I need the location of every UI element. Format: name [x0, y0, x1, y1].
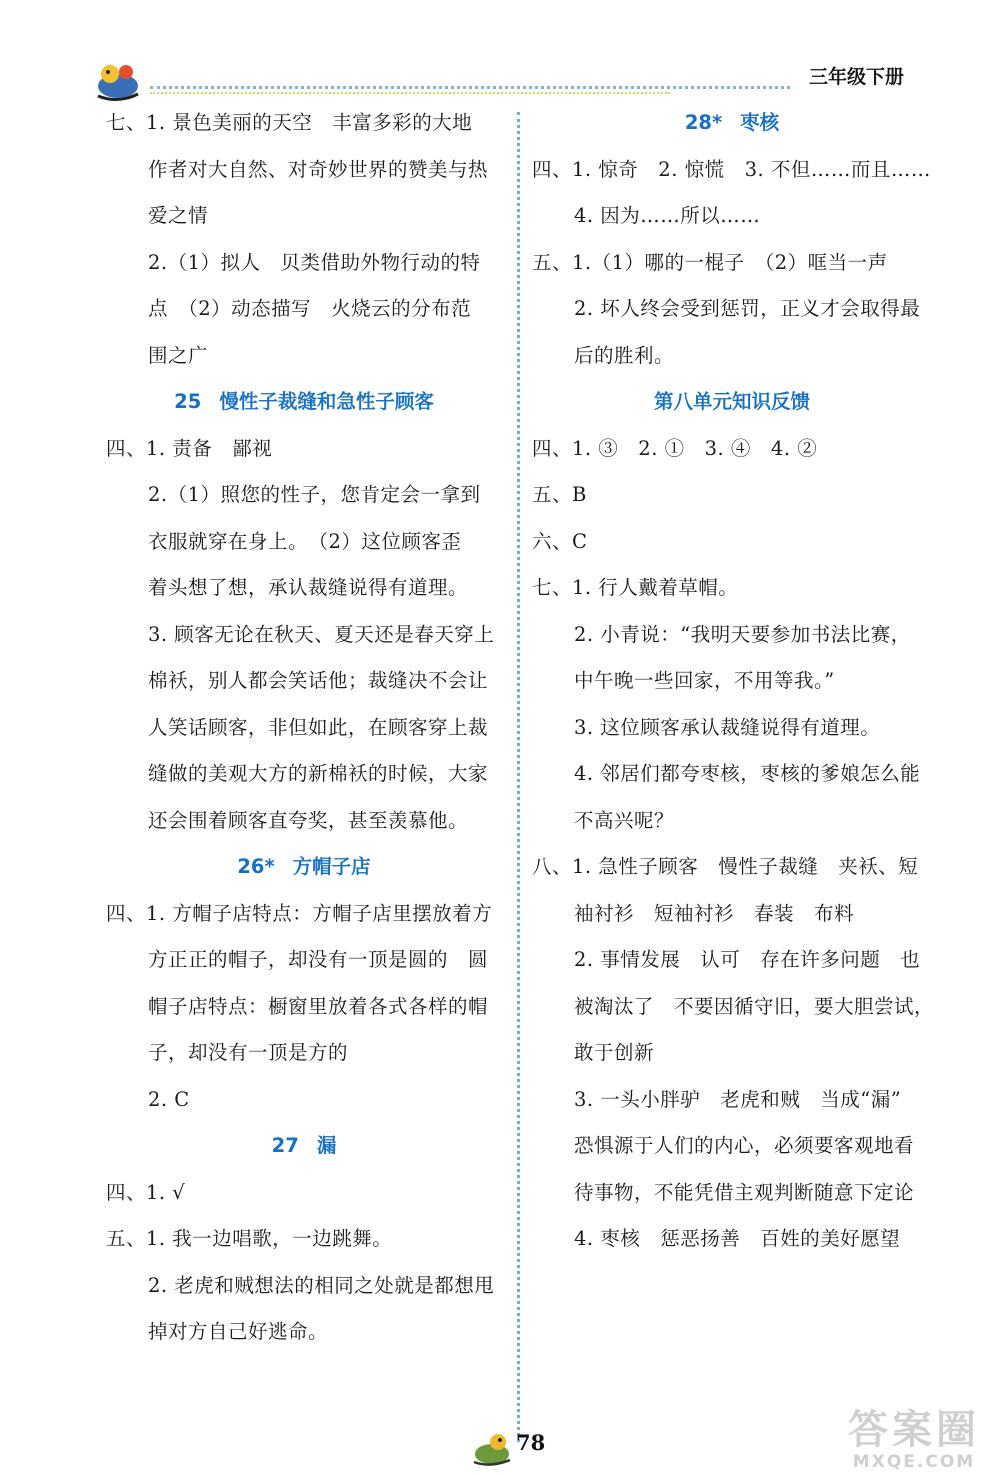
answer-line: 被淘汰了 不要因循守旧，要大胆尝试，: [574, 994, 935, 1018]
answer-line: 待事物，不能凭借主观判断随意下定论: [574, 1180, 915, 1204]
answer-line: 不高兴呢？: [574, 808, 675, 832]
answer-line: 爱之情: [148, 204, 209, 227]
grade-label: 三年级下册: [808, 66, 904, 88]
answer-line: 2. 老虎和贼想法的相同之处就是都想甩: [148, 1273, 495, 1297]
header-dotted-line: [150, 86, 790, 89]
page-number: 78: [516, 1430, 546, 1455]
left-column: [106, 100, 502, 1356]
section-title: 漏: [316, 1134, 337, 1157]
answer-line: 3. 顾客无论在秋天、夏天还是春天穿上: [148, 622, 495, 646]
answer-line: 七、1. 景色美丽的天空 丰富多彩的大地: [106, 111, 473, 134]
answer-line: 五、B: [532, 483, 587, 506]
answer-line: 中午晚一些回家，不用等我。”: [574, 669, 835, 692]
column-divider: [517, 112, 520, 1442]
answer-line: 点 （2）动态描写 火烧云的分布范: [148, 297, 472, 320]
right-column: [532, 100, 935, 1263]
answer-line: 八、1. 急性子顾客 慢性子裁缝 夹袄、短: [532, 855, 919, 878]
answer-line: 敢于创新: [574, 1041, 655, 1064]
answer-line: 2. C: [148, 1087, 190, 1111]
answer-line: 人笑话顾客，非但如此，在顾客穿上裁: [148, 715, 489, 739]
answer-line: 七、1. 行人戴着草帽。: [532, 576, 739, 599]
answer-line: 袖衬衫 短袖衬衫 春装 布料: [574, 901, 855, 925]
answer-line: 衣服就穿在身上。 （2）这位顾客歪: [148, 529, 462, 553]
answer-line: 还会围着顾客直夸奖，甚至羡慕他。: [148, 808, 469, 832]
answer-line: 五、1. 我一边唱歌，一边跳舞。: [106, 1227, 393, 1250]
section-title: 方帽子店: [292, 855, 371, 878]
watermark-main: 答案圈: [848, 1407, 980, 1453]
section-title: 第八单元知识反馈: [653, 390, 810, 413]
section-number: 26*: [237, 855, 275, 878]
answer-line: 4. 邻居们都夸枣核，枣核的爹娘怎么能: [574, 762, 921, 785]
answer-line: 四、1. 惊奇 2. 惊慌 3. 不但……而且……: [532, 157, 931, 181]
answer-line: 3. 这位顾客承认裁缝说得有道理。: [574, 715, 881, 739]
section-number: 25: [174, 390, 202, 413]
answer-line: 3. 一头小胖驴 老虎和贼 当成“漏”: [574, 1087, 902, 1111]
answer-line: 棉袄，别人都会笑话他；裁缝决不会让: [148, 669, 489, 692]
section-heading: [106, 1123, 502, 1170]
section-number: 27: [271, 1134, 299, 1157]
answer-line: 围之广: [148, 343, 209, 367]
answer-line: 四、1. ③ 2. ① 3. ④ 4. ②: [532, 436, 818, 460]
section-heading: [532, 379, 932, 426]
answer-line: 恐惧源于人们的内心，必须要客观地看: [574, 1134, 915, 1157]
section-title: 枣核: [740, 111, 780, 134]
answer-line: 缝做的美观大方的新棉袄的时候，大家: [148, 762, 489, 785]
answer-line: 后的胜利。: [574, 343, 675, 367]
section-number: 28*: [684, 111, 723, 134]
answer-line: 子，却没有一顶是方的: [148, 1041, 349, 1064]
header-dotted-line-secondary: [150, 92, 670, 94]
watermark-sub: MXQE.COM: [852, 1452, 976, 1472]
footer-cartoon-icon: [470, 1428, 516, 1468]
answer-line: 四、1. √: [106, 1180, 186, 1204]
watermark-logo: [848, 1408, 980, 1472]
answer-line: 2. 小青说：“我明天要参加书法比赛，: [574, 622, 911, 646]
answer-line: 2.（1）照您的性子，您肯定会一拿到: [148, 483, 481, 506]
answer-line: 四、1. 责备 鄙视: [106, 436, 273, 460]
answer-line: 掉对方自己好逃命。: [148, 1320, 329, 1343]
section-heading: [106, 844, 502, 891]
answer-line: 着头想了想，承认裁缝说得有道理。: [148, 576, 469, 599]
section-heading: [532, 100, 932, 147]
answer-line: 帽子店特点：橱窗里放着各式各样的帽: [148, 994, 489, 1018]
answer-line: 六、C: [532, 529, 588, 553]
answer-line: 2.（1）拟人 贝类借助外物行动的特: [148, 250, 481, 274]
answer-line: 方正正的帽子，却没有一顶是圆的 圆: [148, 948, 489, 971]
section-title: 慢性子裁缝和急性子顾客: [219, 390, 434, 413]
answer-line: 4. 因为……所以……: [574, 204, 761, 227]
answer-line: 作者对大自然、对奇妙世界的赞美与热: [148, 157, 489, 181]
header-cartoon-icon: [92, 56, 144, 104]
answer-line: 四、1. 方帽子店特点：方帽子店里摆放着方: [106, 901, 493, 925]
answer-line: 2. 坏人终会受到惩罚，正义才会取得最: [574, 297, 921, 320]
answer-line: 五、1.（1）哪的一棍子 （2）哐当一声: [532, 250, 888, 274]
section-heading: [106, 379, 502, 426]
answer-line: 4. 枣核 惩恶扬善 百姓的美好愿望: [574, 1227, 901, 1250]
answer-line: 2. 事情发展 认可 存在许多问题 也: [574, 948, 921, 971]
